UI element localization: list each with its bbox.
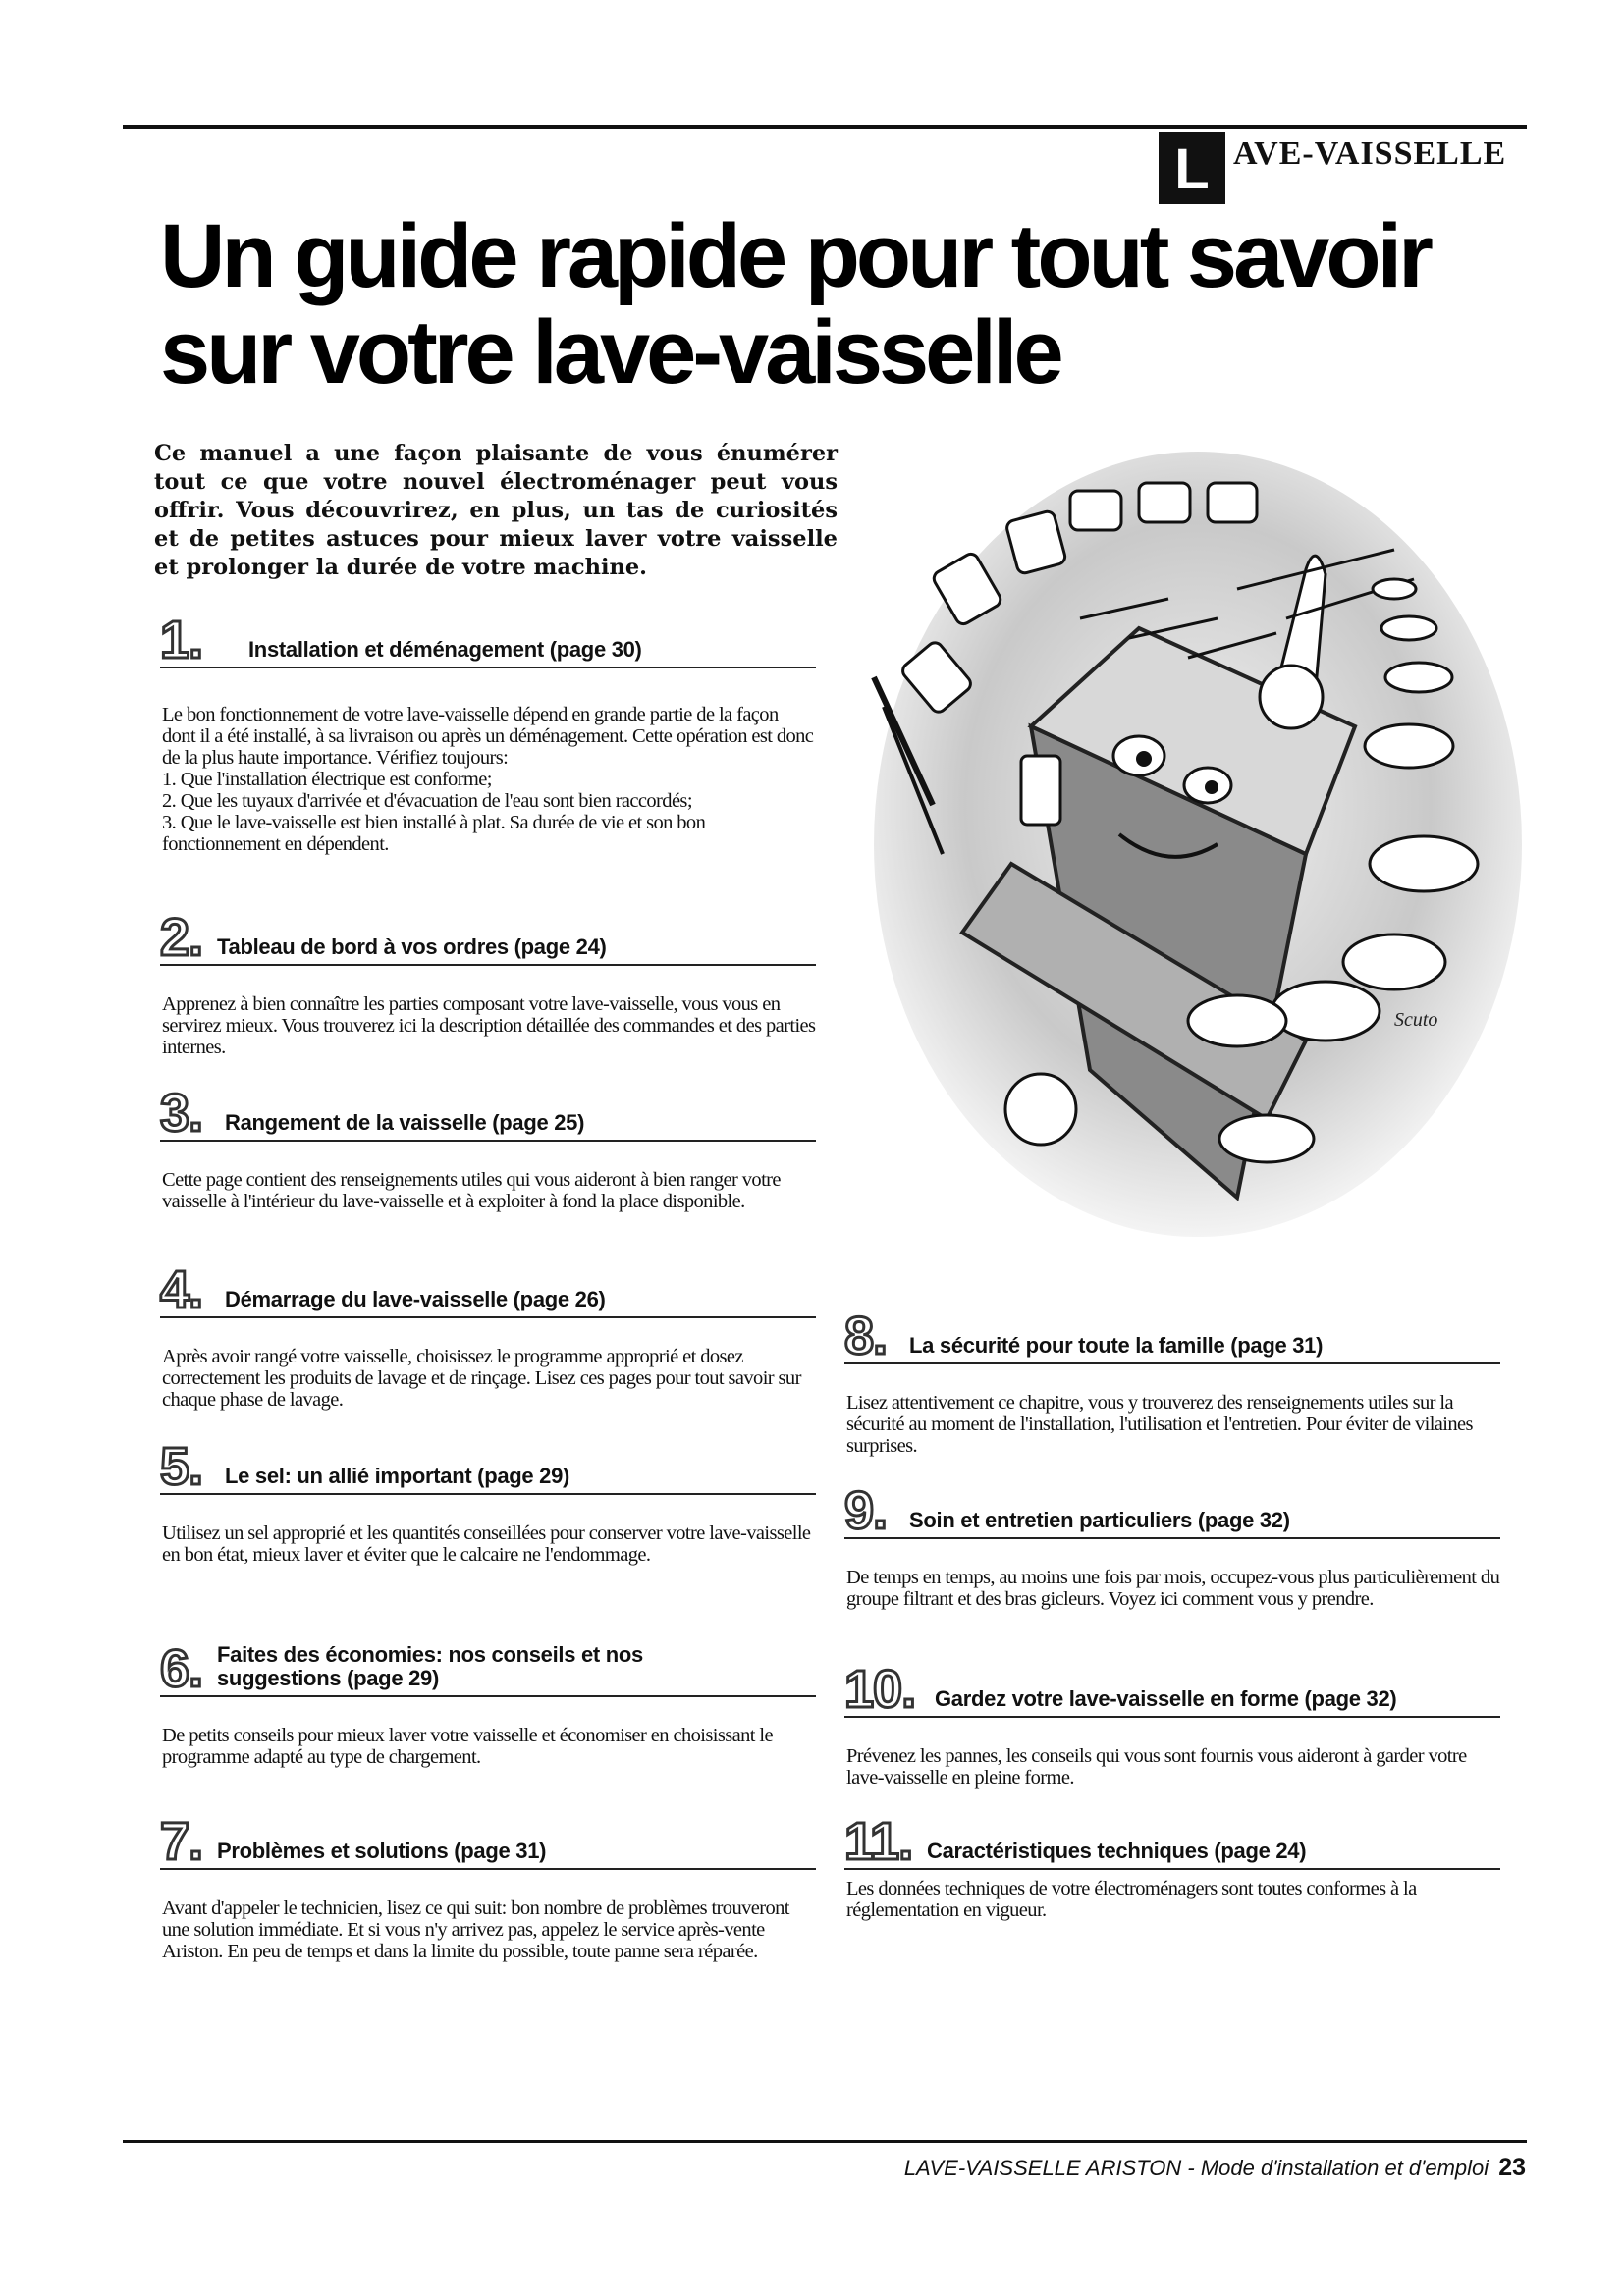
item-number: 5. <box>160 1437 203 1496</box>
item-text: Avant d'appeler le technicien, lisez ce qui suit: bon nombre de problèmes trouveront une solution immédiate. Et si vous n'y arrivez pas, appelez le service après-vente Ariston. En peu de temps et dans la limite du possible, toute panne sera réparée. <box>162 1897 789 1962</box>
toc-item-3 <box>160 1084 816 1212</box>
item-title: Soin et entretien particuliers (page 32) <box>909 1508 1290 1532</box>
item-text: Lisez attentivement ce chapitre, vous y trouverez des renseignements utiles sur la sécurité au moment de l'installation, l'utilisation et l'entretien. Pour éviter de vilaines surprises. <box>846 1392 1473 1457</box>
item-title: Installation et déménagement (page 30) <box>248 637 642 662</box>
item-title: La sécurité pour toute la famille (page 31) <box>909 1333 1324 1358</box>
toc-item-2 <box>160 908 816 1058</box>
item-text: Après avoir rangé votre vaisselle, choisissez le programme approprié et dosez correctement les produits de lavage et de rinçage. Lisez ces pages pour tout savoir sur chaque phase de lavage. <box>162 1346 801 1411</box>
item-text: De petits conseils pour mieux laver votre vaisselle et économiser en choisissant le programme adapté au type de chargement. <box>162 1725 773 1768</box>
bottom-rule <box>123 2140 1527 2143</box>
toc-item-1 <box>160 611 816 855</box>
item-number: 2. <box>160 908 203 967</box>
item-title: Faites des économies: nos conseils et nos suggestions (page 29) <box>217 1642 643 1690</box>
dishwasher-cartoon-illustration <box>844 432 1532 1296</box>
item-text: Utilisez un sel approprié et les quantités conseillées pour conserver votre lave-vaisselle en bon état, mieux laver et éviter que le calcaire ne l'endommage. <box>162 1522 811 1566</box>
artist-signature: Scuto <box>1394 1009 1438 1031</box>
toc-item-8 <box>844 1307 1500 1457</box>
item-number: 4. <box>160 1260 203 1319</box>
page-footer <box>904 2154 1526 2183</box>
item-number: 11. <box>844 1812 913 1871</box>
item-number: 7. <box>160 1812 203 1871</box>
item-text: 1. Que l'installation électrique est conforme; <box>162 769 492 790</box>
page-number: 23 <box>1498 2154 1526 2181</box>
item-text: De temps en temps, au moins une fois par mois, occupez-vous plus particulièrement du groupe filtrant et des bras gicleurs. Voyez ici comment vous y prendre. <box>846 1567 1500 1610</box>
section-tag-letter: L <box>1159 132 1225 204</box>
item-title: Problèmes et solutions (page 31) <box>217 1839 547 1863</box>
top-rule <box>123 125 1527 129</box>
toc-item-4 <box>160 1260 816 1411</box>
intro-paragraph: Ce manuel a une façon plaisante de vous énumérer tout ce que votre nouvel électroménager peut vous offrir. Vous découvrirez, en plus, un tas de curiosités et de petites astuces pour mieux laver votre vaisselle et prolonger la durée de votre machine. <box>154 441 838 580</box>
footer-text: LAVE-VAISSELLE ARISTON - Mode d'installation et d'emploi <box>903 2156 1489 2180</box>
toc-item-11 <box>844 1812 1500 1921</box>
item-number: 8. <box>844 1307 888 1365</box>
item-number: 9. <box>844 1481 888 1540</box>
item-title: Démarrage du lave-vaisselle (page 26) <box>225 1287 606 1311</box>
toc-item-7 <box>160 1812 816 1962</box>
item-number: 3. <box>160 1084 203 1143</box>
item-number: 6. <box>160 1639 203 1698</box>
item-title: Tableau de bord à vos ordres (page 24) <box>217 934 607 959</box>
page-title: Un guide rapide pour tout savoir sur votre lave-vaisselle <box>160 206 1430 402</box>
item-title: Rangement de la vaisselle (page 25) <box>225 1110 585 1135</box>
item-text: Les données techniques de votre électroménagers sont toutes conformes à la réglementation en vigueur. <box>846 1878 1417 1921</box>
item-text: Apprenez à bien connaître les parties composant votre lave-vaisselle, vous vous en servirez mieux. Vous trouverez ici la description détaillée des commandes et des parties internes. <box>162 993 816 1058</box>
toc-item-6 <box>160 1639 816 1768</box>
item-number: 10. <box>844 1660 916 1719</box>
item-text: 2. Que les tuyaux d'arrivée et d'évacuation de l'eau sont bien raccordés; <box>162 790 692 812</box>
toc-item-10 <box>844 1660 1500 1789</box>
item-text: Prévenez les pannes, les conseils qui vous sont fournis vous aideront à garder votre lave-vaisselle en pleine forme. <box>846 1745 1467 1789</box>
item-title: Gardez votre lave-vaisselle en forme (page 32) <box>935 1686 1397 1711</box>
section-tag-word: AVE-VAISSELLE <box>1233 135 1507 172</box>
item-title: Caractéristiques techniques (page 24) <box>927 1839 1307 1863</box>
item-number: 1. <box>160 611 203 669</box>
item-title: Le sel: un allié important (page 29) <box>225 1464 570 1488</box>
toc-item-5 <box>160 1437 816 1566</box>
item-text: Le bon fonctionnement de votre lave-vaisselle dépend en grande partie de la façon dont il a été installé, à sa livraison ou après un déménagement. Cette opération est donc de la plus haute importance. Vérifiez toujours: <box>162 704 814 769</box>
item-text: Cette page contient des renseignements utiles qui vous aideront à bien ranger votre vaisselle à l'intérieur du lave-vaisselle et à exploiter à fond la place disponible. <box>162 1169 781 1212</box>
section-tag <box>1159 132 1506 206</box>
toc-item-9 <box>844 1481 1500 1610</box>
item-text: 3. Que le lave-vaisselle est bien installé à plat. Sa durée de vie et son bon fonctionnement en dépendent. <box>162 812 706 855</box>
